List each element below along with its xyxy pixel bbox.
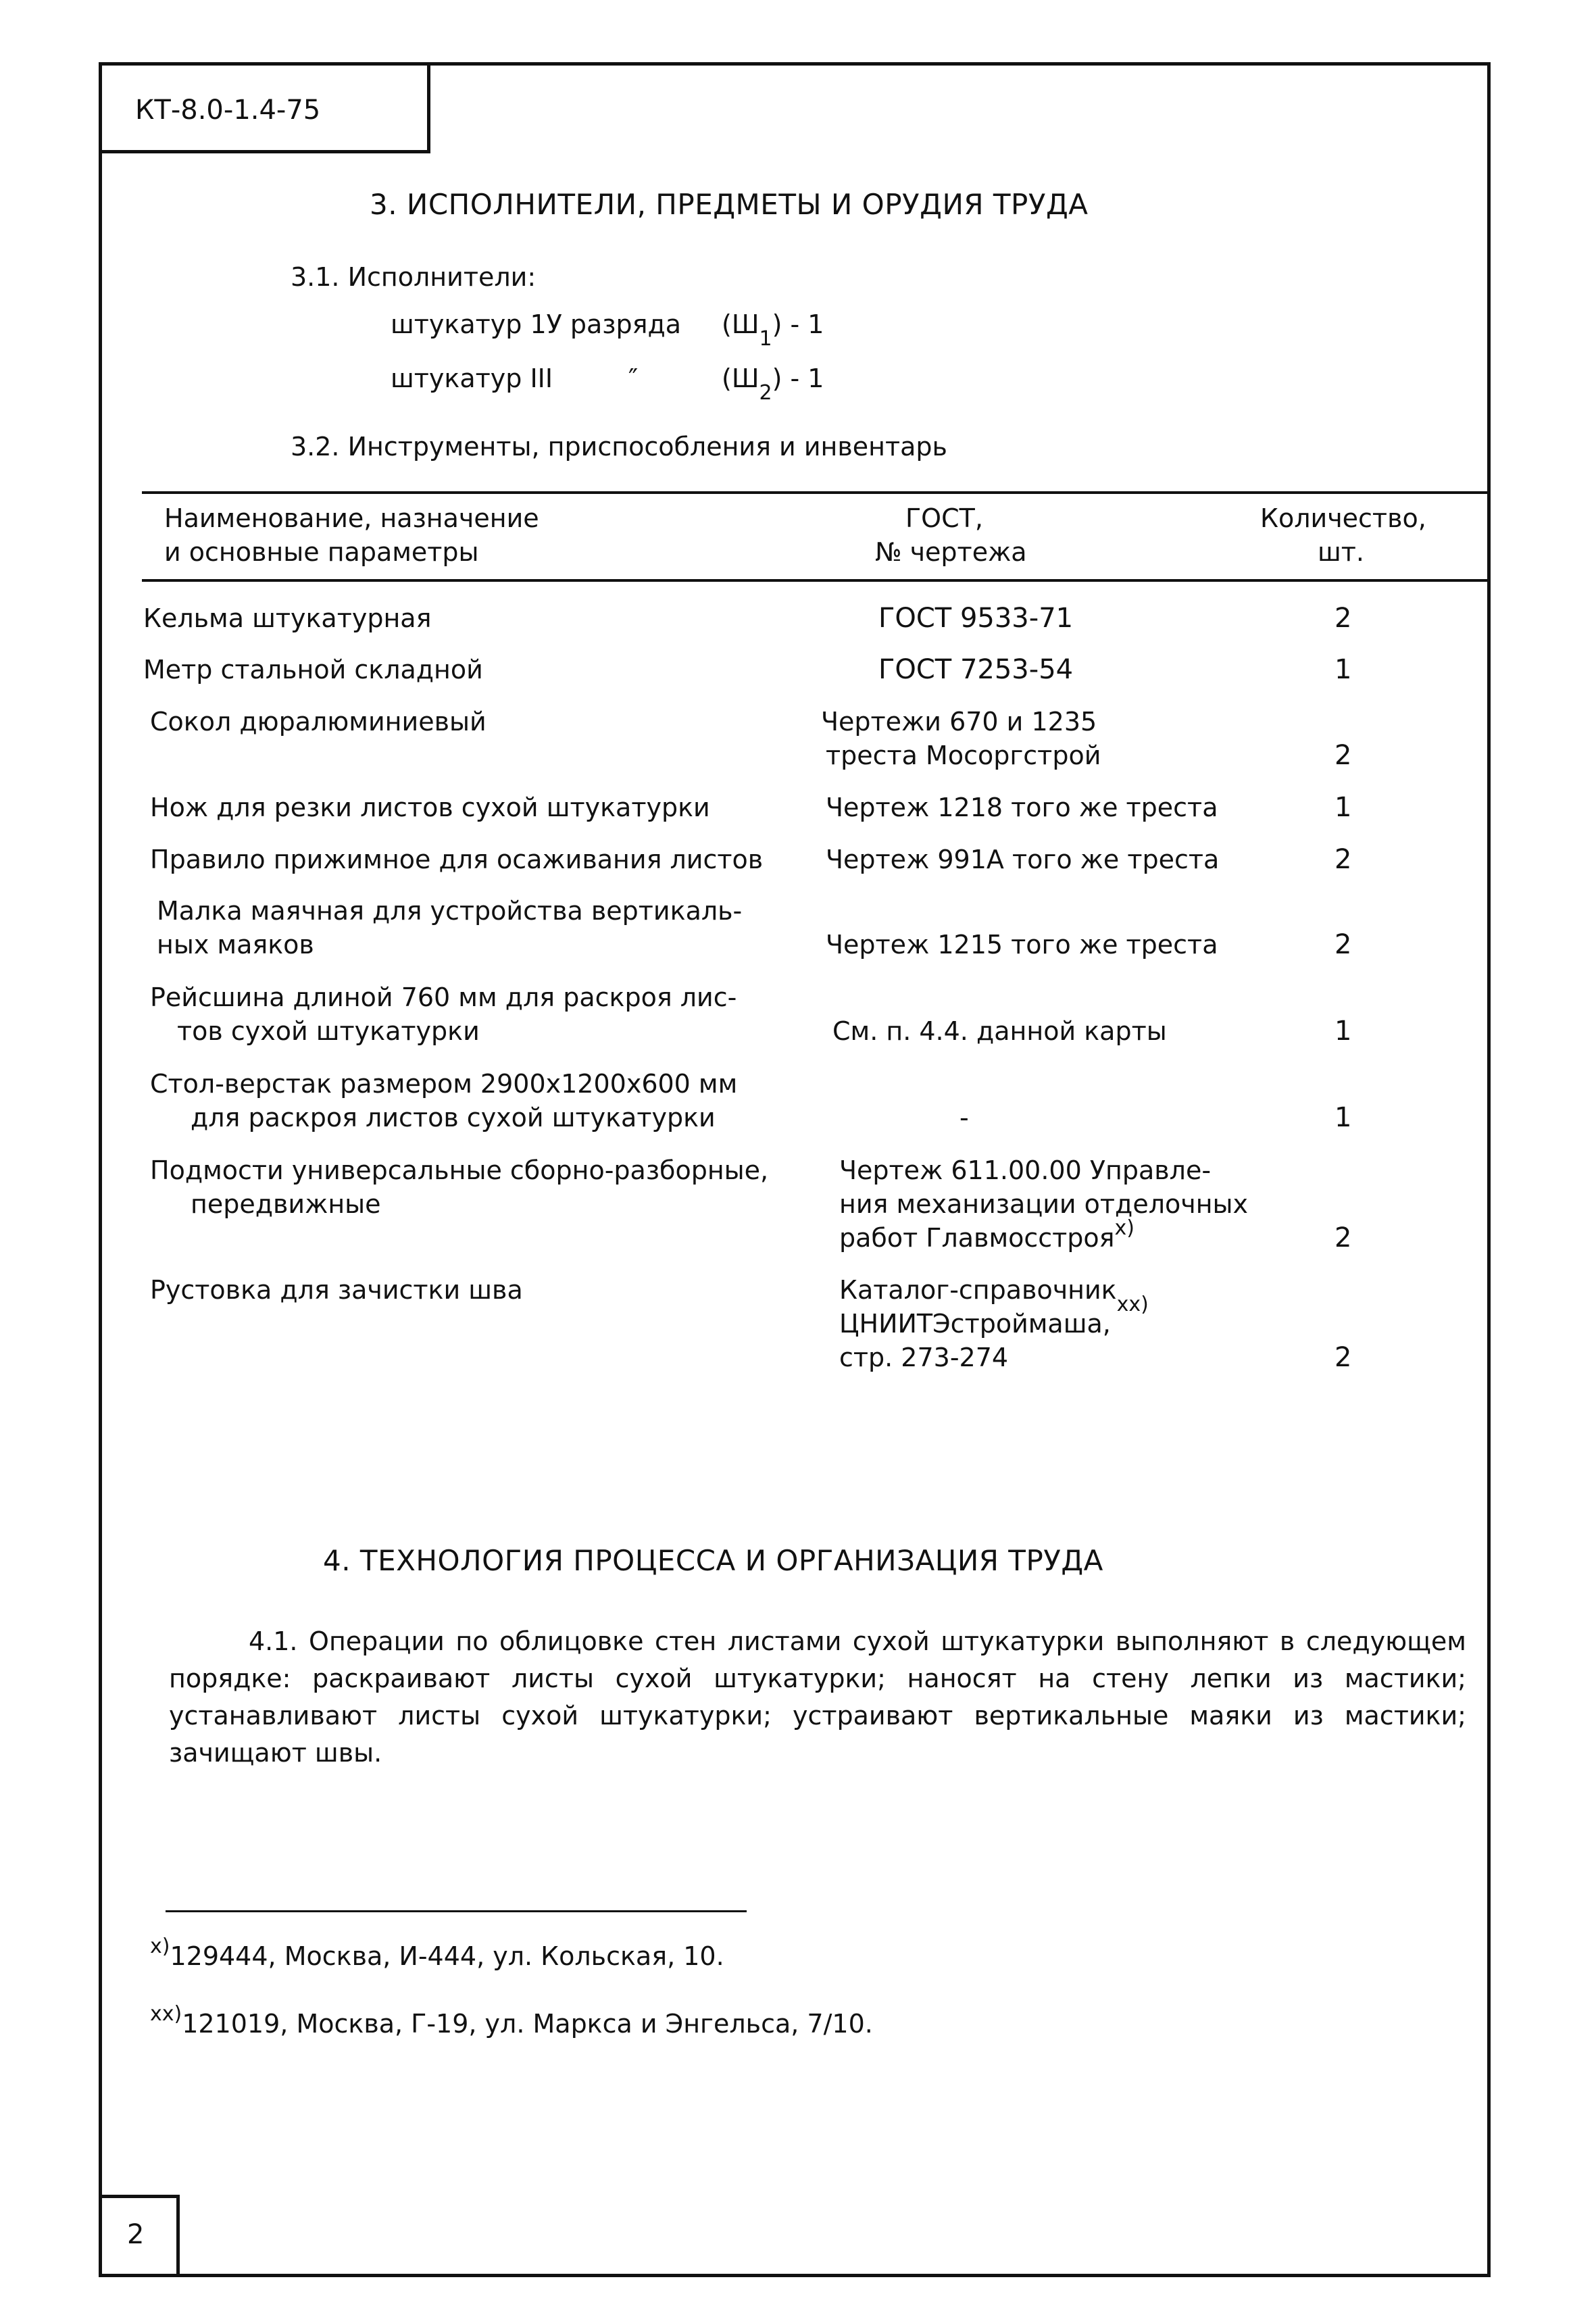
row-9-gost-line2: ния механизации отделочных bbox=[839, 1189, 1249, 1219]
row-4-gost: Чертеж 1218 того же треста bbox=[826, 793, 1218, 822]
footnote-1 bbox=[150, 1935, 724, 1976]
row-8-gost: - bbox=[959, 1103, 969, 1132]
row-5-qty: 2 bbox=[1335, 844, 1352, 875]
header-gost-line2: № чертежа bbox=[875, 537, 1027, 567]
footnote-2 bbox=[150, 2002, 873, 2043]
row-1-name: Кельма штукатурная bbox=[143, 603, 432, 633]
row-10-gost-line3: стр. 273-274 bbox=[839, 1343, 1009, 1372]
row-2-name: Метр стальной складной bbox=[143, 655, 483, 684]
footnote-2-text: 121019, Москва, Г-19, ул. Маркса и Энгельса, 7/10. bbox=[182, 2009, 873, 2039]
p41-number: 4.1. bbox=[249, 1626, 298, 1656]
row-3-name: Сокол дюралюминиевый bbox=[150, 707, 487, 737]
worker-1-name: штукатур 1У разряда bbox=[391, 309, 682, 339]
row-10-gost-line2: ЦНИИТЭстроймаша, bbox=[839, 1309, 1111, 1339]
row-8-name-line1: Стол-верстак размером 2900x1200x600 мм bbox=[150, 1069, 738, 1099]
table-top-rule bbox=[142, 491, 1491, 494]
footnote-1-text: 129444, Москва, И-444, ул. Кольская, 10. bbox=[170, 1941, 724, 1971]
row-8-qty: 1 bbox=[1335, 1102, 1352, 1133]
row-6-name-line2: ных маяков bbox=[157, 930, 314, 960]
p31-title: 3.1. Исполнители: bbox=[291, 262, 537, 292]
row-7-name-line2: тов сухой штукатурки bbox=[177, 1016, 480, 1046]
row-4-qty: 1 bbox=[1335, 792, 1352, 823]
row-1-qty: 2 bbox=[1335, 603, 1352, 634]
row-3-gost-line1: Чертежи 670 и 1235 bbox=[821, 707, 1097, 737]
row-2-gost: ГОСТ 7253-54 bbox=[878, 654, 1074, 685]
row-9-gost-line1: Чертеж 611.00.00 Управле- bbox=[839, 1155, 1212, 1185]
worker-2-name: штукатур III bbox=[391, 364, 553, 393]
row-9-gost-line3: работ Главмосстроя$^{х)}$ bbox=[839, 1216, 1134, 1253]
row-3-gost-line2: треста Мосоргстрой bbox=[826, 741, 1101, 770]
page-number: 2 bbox=[127, 2219, 145, 2250]
row-7-name-line1: Рейсшина длиной 760 мм для раскроя лис- bbox=[150, 982, 737, 1012]
row-9-qty: 2 bbox=[1335, 1222, 1352, 1253]
footnote-2-mark: хх) bbox=[150, 2002, 182, 2026]
footnote-mark-x: х) bbox=[1114, 1216, 1134, 1240]
row-10-qty: 2 bbox=[1335, 1342, 1352, 1373]
section4-title: 4. ТЕХНОЛОГИЯ ПРОЦЕССА И ОРГАНИЗАЦИЯ ТРУДА bbox=[323, 1544, 1103, 1577]
worker-1-code: $(Ш_1) - 1$ bbox=[722, 309, 824, 351]
header-name-line2: и основные параметры bbox=[164, 537, 479, 567]
row-10-gost-line1: Каталог-справочник$_{хх)}$ bbox=[839, 1275, 1149, 1316]
row-5-gost: Чертеж 991А того же треста bbox=[826, 845, 1220, 874]
footnote-1-mark: х) bbox=[150, 1935, 170, 1958]
row-6-name-line1: Малка маячная для устройства вертикаль- bbox=[157, 896, 743, 926]
row-5-name: Правило прижимное для осаживания листов bbox=[150, 845, 764, 874]
p32-title: 3.2. Инструменты, приспособления и инвентарь bbox=[291, 432, 947, 462]
table-header-rule bbox=[142, 579, 1491, 582]
footnote-mark-xx: хх) bbox=[1116, 1293, 1149, 1316]
row-7-qty: 1 bbox=[1335, 1016, 1352, 1047]
row-3-qty: 2 bbox=[1335, 740, 1352, 771]
worker-2-code: $(Ш_2) - 1$ bbox=[722, 364, 824, 405]
row-1-gost: ГОСТ 9533-71 bbox=[878, 603, 1074, 634]
section3-title: 3. ИСПОЛНИТЕЛИ, ПРЕДМЕТЫ И ОРУДИЯ ТРУДА bbox=[370, 188, 1089, 221]
worker-2-ditto: ″ bbox=[628, 364, 639, 393]
doc-code: КТ-8.0-1.4-75 bbox=[135, 95, 321, 126]
row-6-gost: Чертеж 1215 того же треста bbox=[826, 930, 1218, 960]
header-qty-line2: шт. bbox=[1318, 537, 1364, 567]
row-2-qty: 1 bbox=[1335, 654, 1352, 685]
p41-paragraph bbox=[169, 1623, 1466, 1772]
row-8-name-line2: для раскроя листов сухой штукатурки bbox=[191, 1103, 716, 1132]
p41-text: Операции по облицовке стен листами сухой штукатурки выполняют в следующем порядке: раскраивают листы сухой штукатурки; наносят на стену лепки из мастики; устанавливают листы сухой штукатурки; устраивают вертикальные маяки из мастики; зачищают швы. bbox=[169, 1626, 1466, 1768]
header-gost-line1: ГОСТ, bbox=[905, 503, 983, 533]
header-qty-line1: Количество, bbox=[1260, 503, 1426, 533]
row-9-name-line2: передвижные bbox=[191, 1189, 381, 1219]
header-name-line1: Наименование, назначение bbox=[164, 503, 539, 533]
row-10-name: Рустовка для зачистки шва bbox=[150, 1275, 523, 1305]
row-6-qty: 2 bbox=[1335, 929, 1352, 960]
row-7-gost: См. п. 4.4. данной карты bbox=[832, 1016, 1167, 1046]
footnote-rule bbox=[166, 1910, 747, 1912]
row-9-name-line1: Подмости универсальные сборно-разборные, bbox=[150, 1155, 769, 1185]
row-4-name: Нож для резки листов сухой штукатурки bbox=[150, 793, 710, 822]
